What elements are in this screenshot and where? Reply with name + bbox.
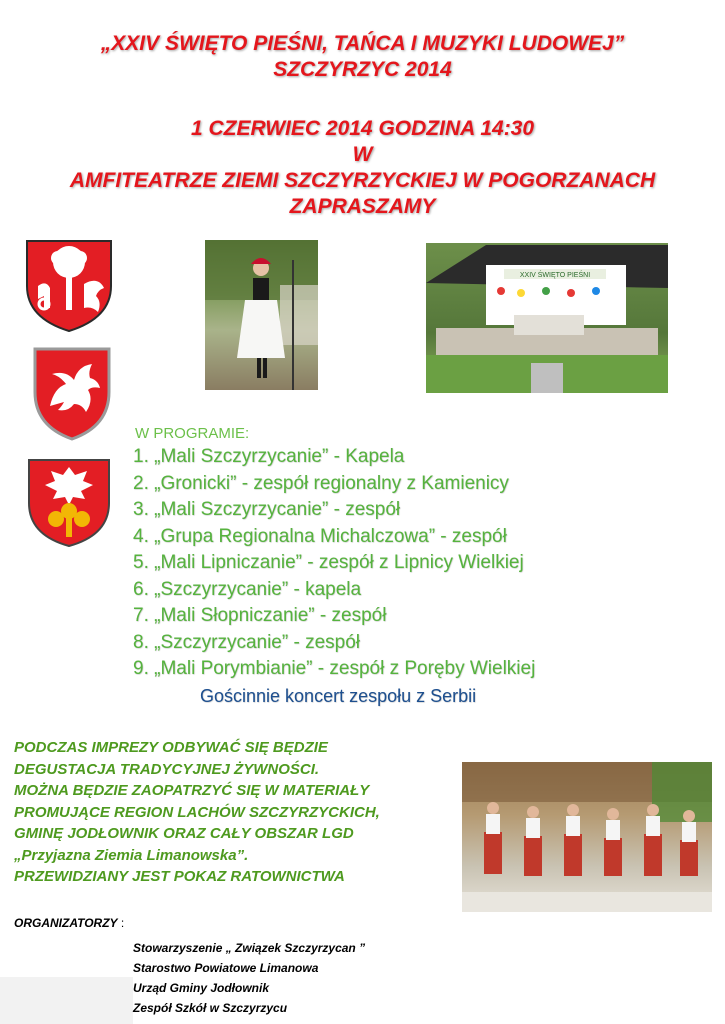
program-item: 4. „Grupa Regionalna Michalczowa” - zespół (133, 525, 507, 547)
info-line: PRZEWIDZIANY JEST POKAZ RATOWNICTWA (14, 868, 345, 885)
info-line: „Przyjazna Ziemia Limanowska”. (14, 846, 249, 864)
photo-amphitheatre-stage (426, 243, 668, 393)
organizer-item: Stowarzyszenie „ Związek Szczyrzycan ” (133, 941, 366, 955)
info-line: PROMUJĄCE REGION LACHÓW SZCZYRZYCKICH, (14, 803, 380, 821)
program-item: 1. „Mali Szczyrzycanie” - Kapela (133, 446, 405, 467)
program-item: 3. „Mali Szczyrzycanie” - zespół (133, 499, 401, 520)
photo-singer-performance (205, 240, 318, 390)
organizers-label (14, 916, 124, 930)
coat-of-arms-eagle-tree (26, 457, 112, 549)
event-info (14, 737, 464, 888)
info-line: DEGUSTACJA TRADYCYJNEJ ŻYWNOŚCI. (14, 760, 320, 778)
info-line: GMINĘ JODŁOWNIK ORAZ CAŁY OBSZAR LGD (14, 825, 354, 842)
organizers-list (133, 938, 365, 1018)
organizer-item: Urząd Gminy Jodłownik (133, 981, 270, 995)
dancers-illustration (462, 762, 712, 912)
singer-illustration (205, 240, 318, 390)
program-item: 7. „Mali Słopniczanie” - zespół (133, 605, 387, 626)
organizer-item: Starostwo Powiatowe Limanowa (133, 961, 319, 975)
program-section (133, 424, 725, 709)
event-w: W (352, 143, 373, 166)
coat-of-arms-griffin (32, 346, 112, 442)
stage-illustration (426, 243, 668, 393)
organizers-label-text: ORGANIZATORZY (14, 916, 118, 930)
photo-folk-dancers (462, 762, 712, 912)
event-title-place-year: SZCZYRZYC 2014 (273, 58, 452, 81)
program-item: 9. „Mali Porymbianie” - zespół z Poręby Wielkiej (133, 658, 536, 679)
event-invite: ZAPRASZAMY (289, 195, 436, 218)
event-title: „XXIV ŚWIĘTO PIEŚNI, TAŃCA I MUZYKI LUDOWEJ” (100, 32, 625, 55)
program-item: 2. „Gronicki” - zespół regionalny z Kamienicy (133, 472, 509, 494)
poster-date-venue (0, 116, 725, 220)
program-title: W PROGRAMIE: (135, 425, 250, 442)
program-item: 5. „Mali Lipniczanie” - zespół z Lipnicy Wielkiej (133, 552, 524, 573)
organizer-item: Zespół Szkół w Szczyrzycu (133, 1001, 288, 1015)
program-item: 8. „Szczyrzycanie” - zespół (133, 631, 361, 653)
stage-banner: XXIV ŚWIĘTO PIEŚNI (519, 272, 591, 279)
program-list (133, 444, 725, 683)
info-line: PODCZAS IMPREZY ODBYWAĆ SIĘ BĘDZIE (14, 739, 328, 756)
program-item: 6. „Szczyrzycanie” - kapela (133, 578, 362, 600)
guest-concert: Gościnnie koncert zespołu z Serbii (200, 685, 477, 706)
coat-of-arms-tree-key-griffin (24, 238, 114, 334)
poster-header (0, 31, 725, 83)
organizers-label-colon: : (117, 916, 125, 930)
info-line: MOŻNA BĘDZIE ZAOPATRZYĆ SIĘ W MATERIAŁY (14, 782, 370, 799)
event-venue: AMFITEATRZE ZIEMI SZCZYRZYCKIEJ W POGORZANACH (69, 169, 656, 192)
footer-shade (0, 977, 133, 1024)
event-date-time: 1 CZERWIEC 2014 GODZINA 14:30 (190, 117, 535, 140)
